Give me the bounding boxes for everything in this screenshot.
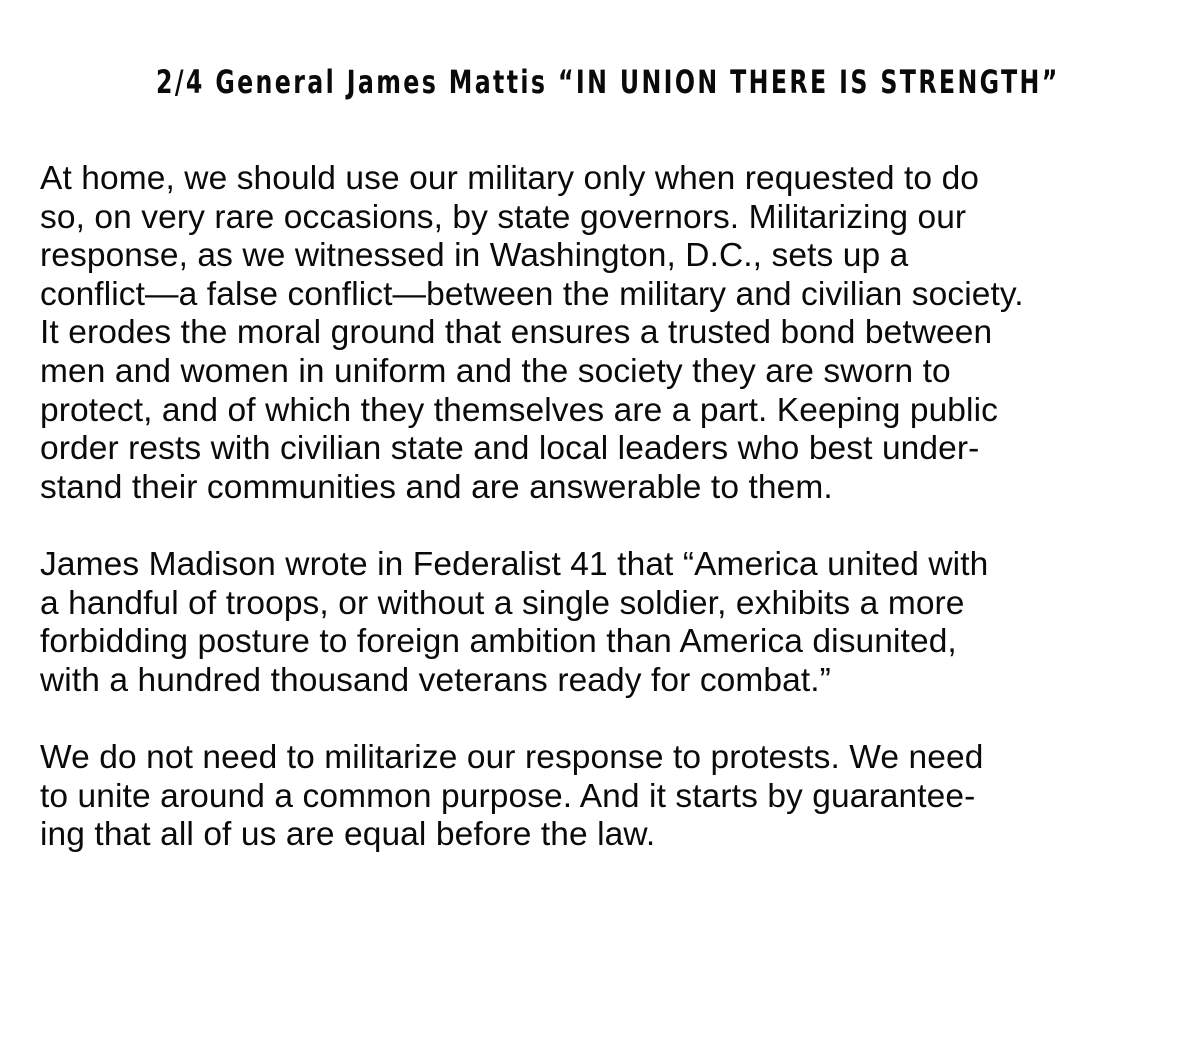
paragraph-conclusion xyxy=(40,739,1180,855)
text-line: stand their communities and are answerable to them. xyxy=(40,468,833,506)
paragraph-madison-quote xyxy=(40,546,1180,700)
text-line: response, as we witnessed in Washington, D.C., sets up a xyxy=(40,237,909,275)
text-line: to unite around a common purpose. And it starts by guarantee- xyxy=(40,777,976,815)
paragraph-militarizing-response xyxy=(40,160,1180,507)
text-line: James Madison wrote in Federalist 41 that “America united with xyxy=(40,545,989,583)
text-line: It erodes the moral ground that ensures a trusted bond between xyxy=(40,314,993,352)
article-body xyxy=(40,160,1180,893)
text-line: order rests with civilian state and local leaders who best under- xyxy=(40,430,980,468)
text-line: with a hundred thousand veterans ready for combat.” xyxy=(40,661,831,699)
text-line: We do not need to militarize our response to protests. We need xyxy=(40,738,984,776)
text-line: ing that all of us are equal before the law. xyxy=(40,816,656,854)
text-line: men and women in uniform and the society they are sworn to xyxy=(40,352,951,390)
text-line: At home, we should use our military only when requested to do xyxy=(40,160,980,197)
page-title: 2/4 General James Mattis “IN UNION THERE IS STRENGTH” xyxy=(156,63,1060,101)
text-line: conflict—a false conflict—between the military and civilian society. xyxy=(40,275,1024,313)
text-line: a handful of troops, or without a single soldier, exhibits a more xyxy=(40,584,965,622)
text-line: forbidding posture to foreign ambition than America disunited, xyxy=(40,623,957,661)
text-line: so, on very rare occasions, by state governors. Militarizing our xyxy=(40,198,967,236)
text-line: protect, and of which they themselves are a part. Keeping public xyxy=(40,391,998,429)
